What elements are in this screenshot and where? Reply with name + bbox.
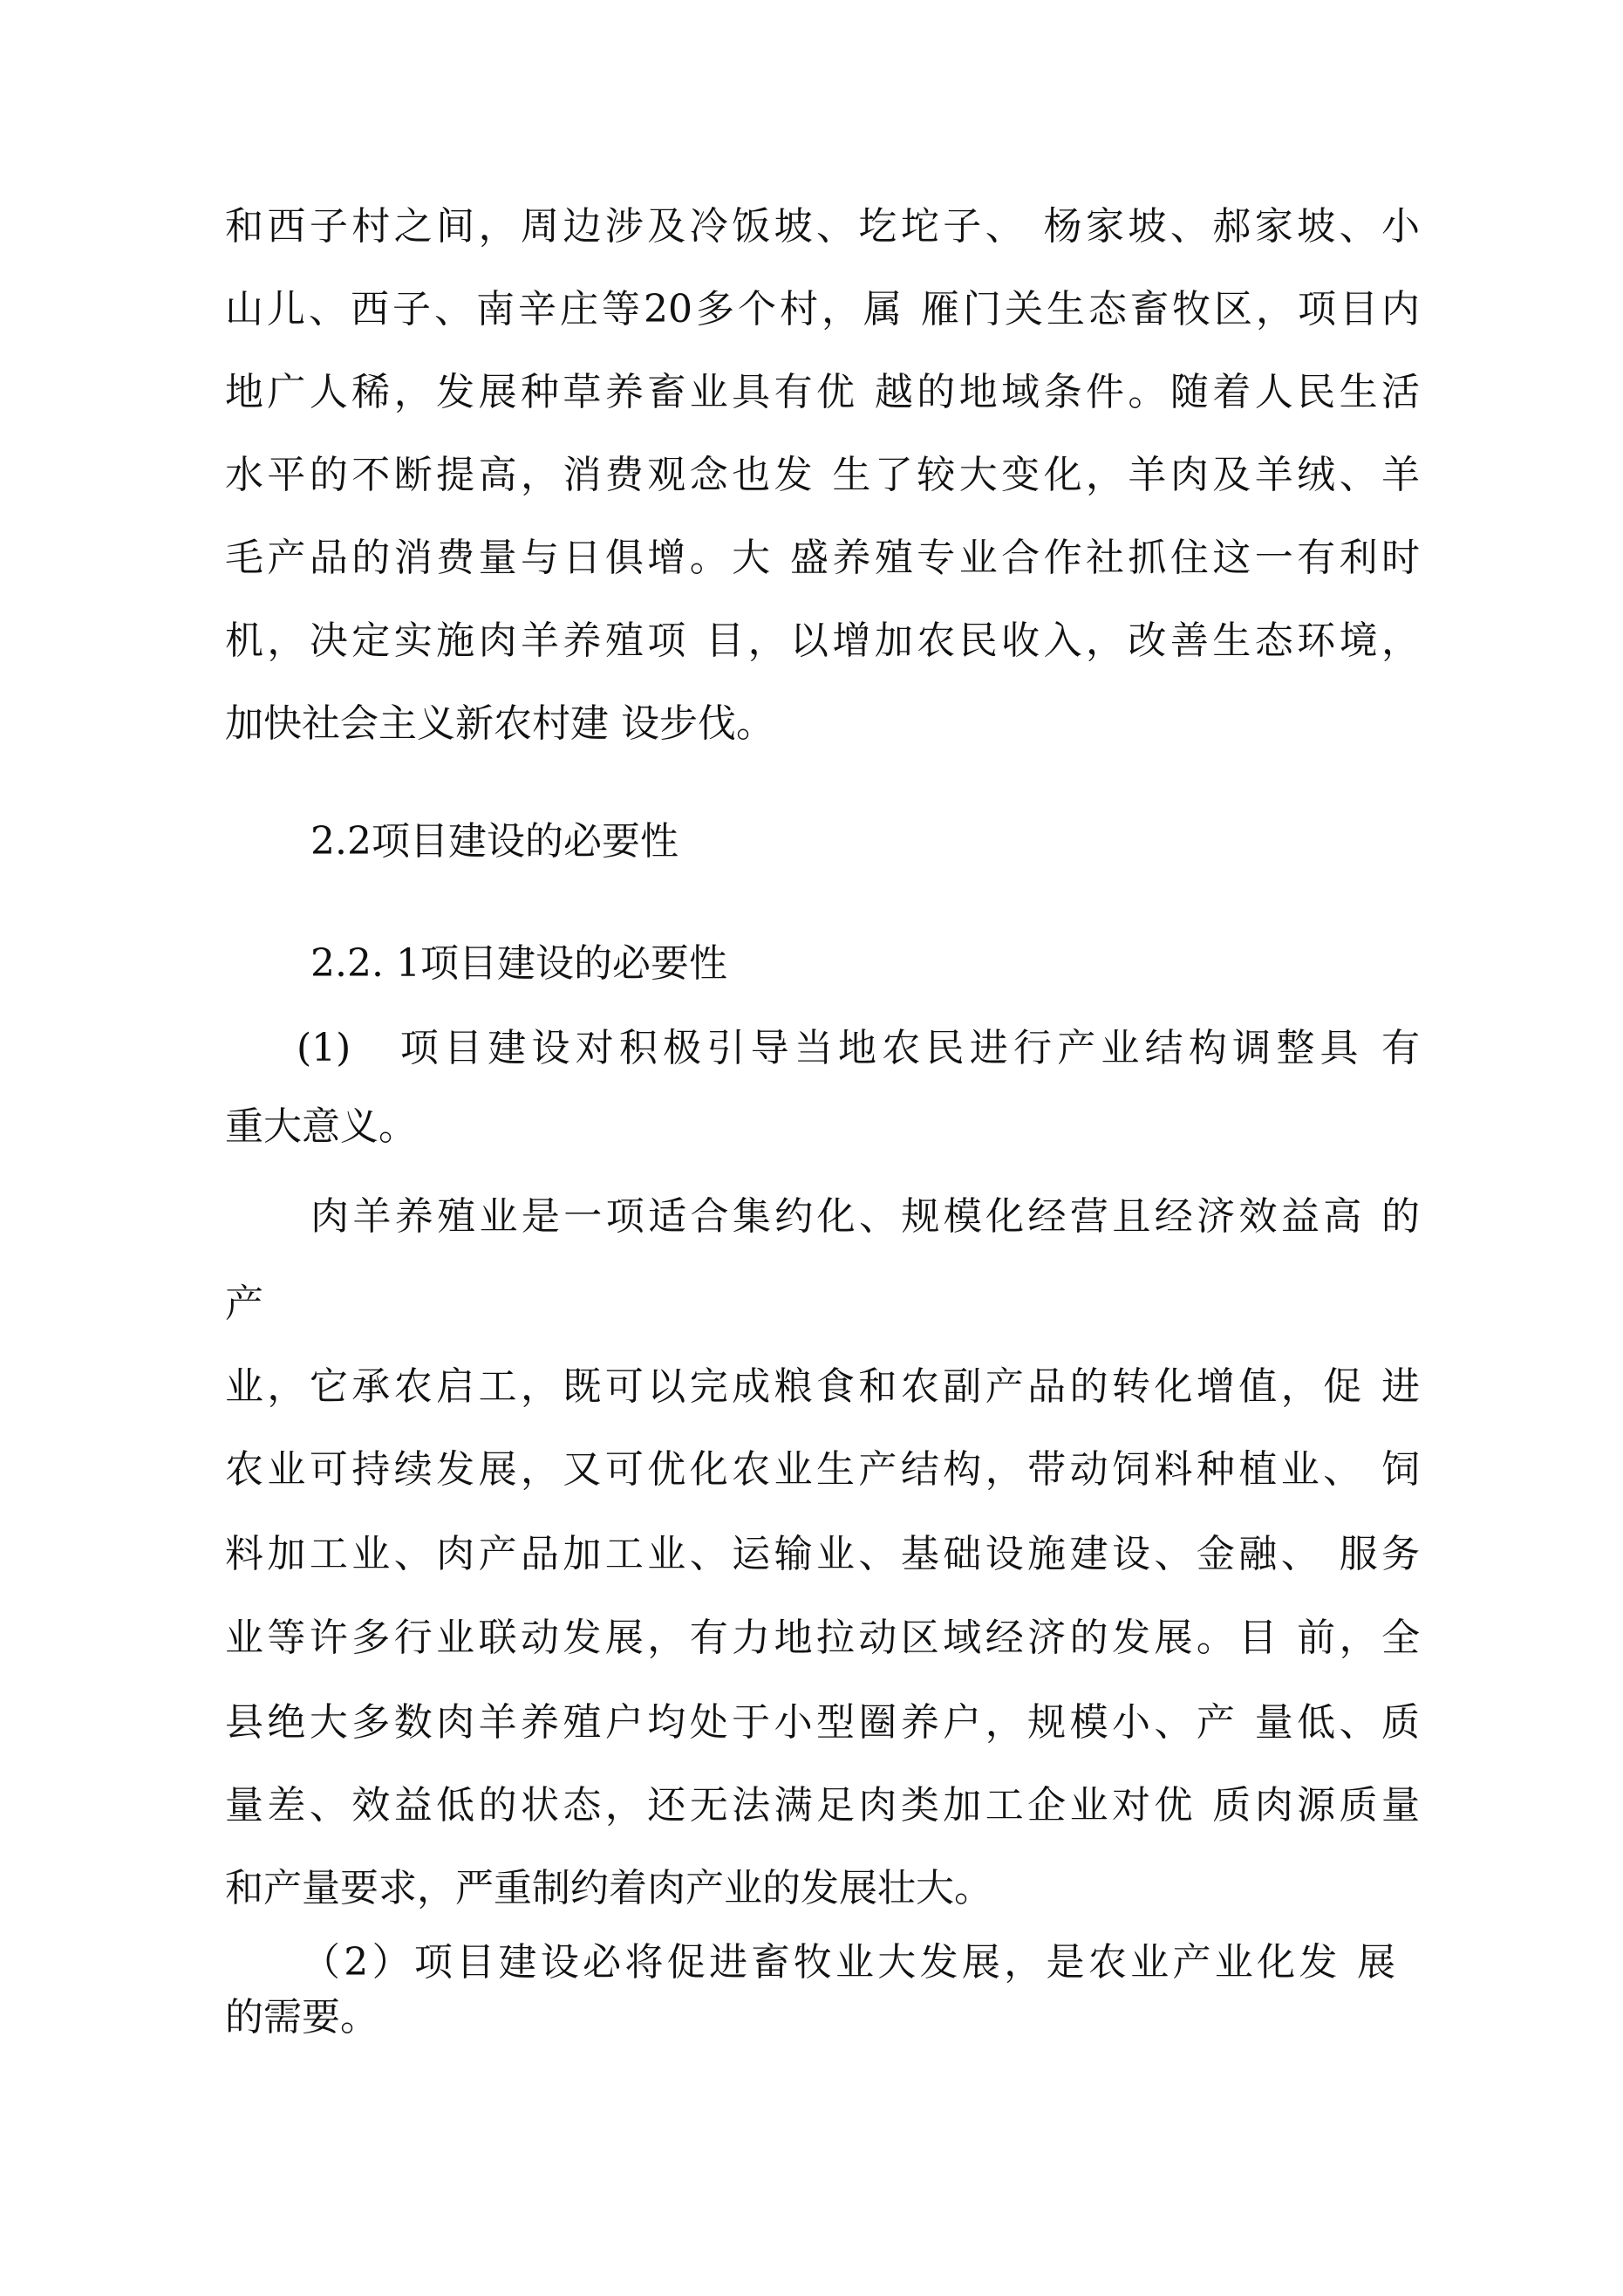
item-heading-1-cont: 重大意义。 xyxy=(225,1104,417,1149)
paragraph-line-15: 量差、效益低的状态，还无法满足肉类加工企业对优 质肉源质量 xyxy=(225,1783,1420,1828)
paragraph-line-8: 肉羊养殖业是一项适合集约化、规模化经营且经济效益高 的 xyxy=(310,1194,1420,1239)
paragraph-line-4: 水平的不断提高，消费观念也发 生了较大变化，羊肉及羊绒、羊 xyxy=(225,453,1420,497)
paragraph-line-11: 农业可持续发展，又可优化农业生产结构，带动饲料种植业、 饲 xyxy=(225,1447,1420,1492)
paragraph-line-6: 机，决定实施肉羊养殖项 目，以增加农民收入，改善生态环境， xyxy=(225,618,1420,663)
paragraph-line-14: 县绝大多数肉羊养殖户均处于小型圈养户，规模小、产 量低、质 xyxy=(225,1700,1420,1745)
paragraph-line-10: 业，它承农启工，既可以完成粮食和农副产品的转化增值，促 进 xyxy=(225,1364,1420,1409)
paragraph-line-5: 毛产品的消费量与日俱增。大 盛养殖专业合作社抓住这一有利时 xyxy=(225,536,1420,580)
section-heading: 2.2项目建设的必要性 xyxy=(310,819,679,864)
item-heading-2-cont: 的需要。 xyxy=(225,1995,378,2040)
paragraph-line-2: 山儿、西子、南辛庄等20多个村，属 雁门关生态畜牧区，项目内 xyxy=(225,287,1420,331)
paragraph-line-1: 和西子村之间，周边涉及冷饭坡、圪坨子、 杨家坡、郝家坡、小 xyxy=(225,204,1420,249)
subsection-heading: 2.2. 1项目建设的必要性 xyxy=(310,941,727,986)
paragraph-line-9: 产 xyxy=(225,1281,263,1326)
paragraph-line-7: 加快社会主义新农村建 设步伐。 xyxy=(225,701,774,746)
paragraph-line-16: 和产量要求，严重制约着肉产业的发展壮大。 xyxy=(225,1866,992,1910)
item-heading-2: （2）项目建设必将促进畜牧业大发展，是农业产业化发 展 xyxy=(302,1940,1395,1985)
paragraph-line-13: 业等许多行业联动发展，有力地拉动区域经济的发展。目 前，全 xyxy=(225,1616,1420,1660)
paragraph-line-12: 料加工业、肉产品加工业、运输业、基础设施建设、金融、 服务 xyxy=(225,1532,1420,1576)
paragraph-line-3: 地广人稀，发展种草养畜业具有优 越的地域条件。随着人民生活 xyxy=(225,370,1420,414)
item-heading-1: (1) 项目建设对积极引导当地农民进行产业结构调整具 有 xyxy=(297,1026,1420,1070)
